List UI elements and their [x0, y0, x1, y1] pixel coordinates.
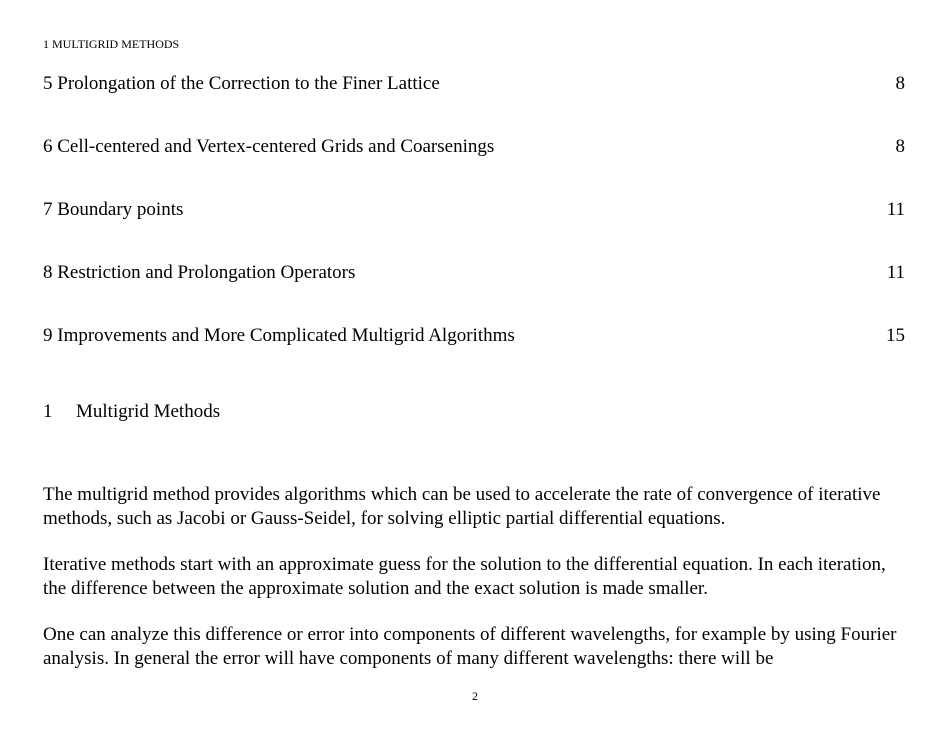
toc-entry[interactable] — [43, 198, 905, 261]
toc-entry-title: 9 Improvements and More Complicated Multigrid Algorithms — [43, 325, 515, 346]
toc-entry[interactable] — [43, 72, 905, 135]
toc-entry-page: 8 — [895, 73, 905, 94]
running-head: 1 MULTIGRID METHODS — [43, 37, 180, 51]
toc-entry[interactable] — [43, 261, 905, 324]
toc-entry[interactable] — [43, 324, 905, 387]
toc-entry-title: 5 Prolongation of the Correction to the Finer Lattice — [43, 73, 440, 94]
toc-entry-page: 8 — [895, 136, 905, 157]
section-heading — [43, 400, 220, 424]
toc-entry[interactable] — [43, 135, 905, 198]
section-number: 1 — [43, 401, 53, 422]
toc-entry-page: 15 — [886, 325, 905, 346]
toc-entry-page: 11 — [886, 262, 905, 283]
toc-entry-title: 6 Cell-centered and Vertex-centered Grids and Coarsenings — [43, 136, 495, 157]
body-paragraph: Iterative methods start with an approximate guess for the solution to the differential equation. In each iteration, the difference between the approximate solution and the exact solution is made smaller. — [43, 554, 886, 599]
toc-entry-title: 8 Restriction and Prolongation Operators — [43, 262, 356, 283]
body-paragraph: One can analyze this difference or error into components of different wavelengths, for example by using Fourier analysis. In general the error will have components of many different wavelengths: there will be — [43, 624, 897, 669]
section-title: Multigrid Methods — [76, 401, 221, 422]
toc-entry-title: 7 Boundary points — [43, 199, 184, 220]
body-paragraph: The multigrid method provides algorithms which can be used to accelerate the rate of convergence of iterative methods, such as Jacobi or Gauss-Seidel, for solving elliptic partial differential equations. — [43, 484, 881, 529]
table-of-contents — [43, 72, 905, 387]
page-number: 2 — [472, 689, 478, 703]
toc-entry-page: 11 — [886, 199, 905, 220]
